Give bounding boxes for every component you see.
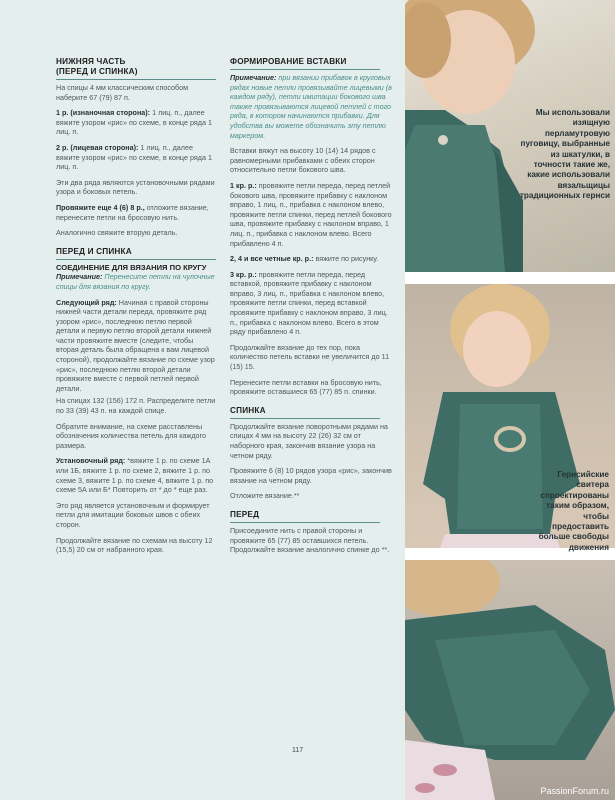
caption-button: Мы использовали изящную перламутровую пуговицу, выбранные из шкатулки, в точности такие же, какие использовали вязальщицы традиционных гернси bbox=[519, 108, 610, 201]
heading-rule bbox=[56, 79, 216, 80]
heading-rule bbox=[230, 522, 380, 523]
stitch-distribution: На спицах 132 (156) 172 п. Распределите петли по 33 (39) 43 п. на каждой спице. bbox=[56, 396, 216, 416]
note-increases: Примечание: при вязании прибавок в круговых рядах новые петли провязывайте лицевыми (в каждом ряду), петли имитации бокового шва также провязываются лицевой петлей с того ряда, в котором начинаются прибавки. Для удобства вы можете обозначить эту петлю маркером. bbox=[230, 73, 392, 140]
middle-column bbox=[230, 0, 392, 555]
section-heading-lower-part: НИЖНЯЯ ЧАСТЬ bbox=[56, 57, 126, 66]
repeat-instruction: Провяжите еще 4 (6) 8 р., отложите вязание, перенесите петли на бросовую нить. bbox=[56, 202, 209, 222]
round-1-instruction: 1 кр. р.: провяжите петли переда, перед петлей бокового шва, провяжите прибавку с наклоном вправо, 1 лиц. п., прибавка с наклоном влево, провяжите петли спинки, перед петлей бокового шва, провяжите прибавку с наклоном вправо, 1 лиц. п., прибавка с наклоном влево. Всего прибавлено 4 п. bbox=[230, 180, 392, 248]
setup-row-note: Это ряд является установочным и формирует петли для имитации боковых швов с обеих сторон. bbox=[56, 500, 210, 529]
second-piece-note: Аналогично свяжите вторую деталь. bbox=[56, 228, 178, 238]
caption-guernsey: Гернсийские свитера спроектированы таким образом, чтобы предоставить больше свободы движения bbox=[538, 470, 609, 552]
setup-rows-note: Эти два ряда являются установочными рядами узора и боковых петель. bbox=[56, 177, 215, 197]
heading-rule bbox=[56, 259, 216, 260]
photo-child-crawling bbox=[405, 560, 615, 800]
front-instruction: Присоедините нить с правой стороны и провяжите 65 (77) 85 оставшихся петель. Продолжайте вязание аналогично спинке до **. bbox=[230, 525, 390, 555]
watermark: PassionForum.ru bbox=[540, 786, 609, 796]
continue-height: Продолжайте вязание по схемам на высоту 12 (15,5) 20 см от набранного края. bbox=[56, 535, 213, 555]
setup-row-instruction: Установочный ряд: *вяжите 1 р. по схеме 1А или 1Б, вяжите 1 р. по схеме 2, вяжите 1 р. по схеме 3, вяжите 1 р. по схеме 4, вяжите 1 р. по схеме 5А или Б* Повторить от * до * еще раз. bbox=[56, 456, 214, 495]
heading-rule bbox=[230, 69, 380, 70]
next-row-instruction: Следующий ряд: Начиная с правой стороны нижней части детали переда, провяжите ряд узором «рис», последнюю петлю первой детали и первую петлю второй детали нижней части провяжите вместе (следите, чтобы вторая деталь была обращена к вам лицевой стороной), продолжайте вязание по схеме узор «рис», последнюю петлю второй детали провяжите вместе с первой петлей первой детали. bbox=[56, 297, 215, 393]
gusset-height: Вставки вяжут на высоту 10 (14) 14 рядов с равномерными прибавками с обеих сторон относительно петли бокового шва. bbox=[230, 146, 376, 175]
row-1-instruction: 1 р. (изнаночная сторона): 1 лиц. п., далее вяжите узором «рис» по схеме, в конце ряда 1 лиц. п. bbox=[56, 108, 212, 137]
photo-child-crawling-illustration bbox=[405, 560, 615, 800]
row-2-instruction: 2 р. (лицевая сторона): 1 лиц. п., далее вяжите узором «рис» по схеме, в конце ряда 1 лиц. п. bbox=[56, 142, 212, 172]
moss-rows: Провяжите 6 (8) 10 рядов узора «рис», закончив вязание на четном ряду. bbox=[230, 466, 392, 485]
chart-note: Обратите внимание, на схеме расставлены обозначения количества петель для каждого размера. bbox=[56, 421, 206, 450]
left-column bbox=[56, 0, 216, 555]
even-rounds-instruction: 2, 4 и все четные кр. р.: вяжите по рисунку. bbox=[230, 254, 379, 264]
continue-increases: Продолжайте вязание до тех пор, пока количество петель вставки не увеличится до 11 (15) 15. bbox=[230, 342, 390, 372]
intro-text: На спицы 4 мм классическим способом наберите 67 (79) 87 п. bbox=[56, 83, 189, 102]
section-heading-back: СПИНКА bbox=[230, 405, 266, 415]
section-heading-lower-part-sub: (ПЕРЕД И СПИНКА) bbox=[56, 67, 138, 76]
page-number: 117 bbox=[292, 747, 304, 754]
set-aside: Отложите вязание.** bbox=[230, 491, 300, 501]
section-heading-front-back: ПЕРЕД И СПИНКА bbox=[56, 246, 132, 256]
transfer-stitches: Перенесите петли вставки на бросовую нить, провяжите оставшиеся 65 (77) 85 п. спинки. bbox=[230, 377, 382, 397]
back-rows: Продолжайте вязание поворотными рядами на спицах 4 мм на высоту 22 (26) 32 см от наборного края, закончив вязание узора на четном ряду. bbox=[230, 421, 388, 460]
subheading-join-round: СОЕДИНЕНИЕ ДЛЯ ВЯЗАНИЯ ПО КРУГУ bbox=[56, 262, 207, 272]
section-heading-front: ПЕРЕД bbox=[230, 509, 260, 519]
note-join: Примечание: Перенесите петли на чулочные спицы для вязания по кругу. bbox=[56, 272, 215, 291]
section-heading-gusset: ФОРМИРОВАНИЕ ВСТАВКИ bbox=[230, 57, 347, 66]
heading-rule bbox=[230, 418, 380, 419]
round-3-instruction: 3 кр. р.: провяжите петли переда, перед вставкой, провяжите прибавку с наклоном вправо, 3 лиц. п., прибавка с наклоном влево, провяжите петли спинки, перед вставкой провяжите прибавку с наклоном вправо, 3 лиц. п., прибавка с наклоном влево. Всего в этом ряду прибавлено 4 п. bbox=[230, 269, 388, 337]
